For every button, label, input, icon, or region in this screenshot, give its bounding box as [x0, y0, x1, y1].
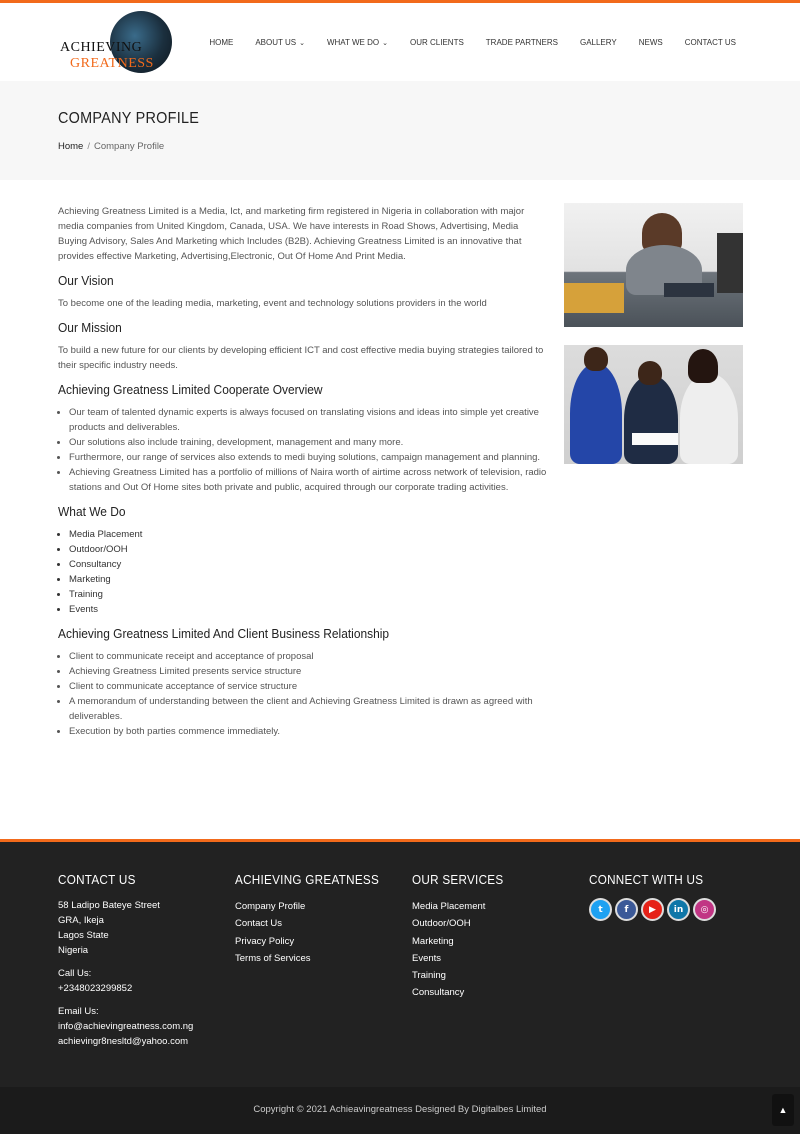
scroll-to-top-button[interactable]: [772, 1094, 794, 1126]
breadcrumb-home-link[interactable]: Home: [58, 141, 84, 152]
relationship-heading: Achieving Greatness Limited And Client Business Relationship: [58, 626, 390, 641]
list-item: • Execution by both parties commence immediately.: [69, 724, 548, 739]
phone-number[interactable]: +2348023299852: [58, 983, 133, 994]
list-item: • Our team of talented dynamic experts is always focused on translating visions and ideas into simple yet creative products and deliverables.: [69, 405, 548, 435]
nav-clients-label: OUR CLIENTS: [410, 38, 464, 47]
footer-link-outdoor[interactable]: Outdoor/OOH: [412, 918, 471, 930]
vision-text: To become one of the leading media, marketing, event and technology solutions providers in the world: [58, 298, 487, 309]
twitter-icon[interactable]: t: [589, 898, 612, 921]
breadcrumb-current: Company Profile: [93, 141, 165, 152]
nav-news-label: NEWS: [638, 38, 663, 47]
email-link[interactable]: achievingr8nesltd@yahoo.com: [58, 1036, 189, 1047]
copyright-bar: [0, 1087, 800, 1134]
photo-executive-at-desk: [564, 203, 743, 327]
site-logo[interactable]: [58, 11, 174, 77]
footer-link-consultancy[interactable]: Consultancy: [412, 987, 465, 999]
nav-our-clients[interactable]: [410, 38, 464, 47]
linkedin-icon[interactable]: in: [667, 898, 690, 921]
footer-link-terms[interactable]: Terms of Services: [235, 952, 311, 964]
email-label: Email Us:: [58, 1006, 99, 1017]
photo-team-reviewing-document: [564, 345, 743, 464]
breadcrumb-separator: /: [87, 141, 90, 152]
nav-what-we-do[interactable]: [327, 38, 388, 47]
list-item: • Furthermore, our range of services also extends to medi buying solutions, campaign management and planning.: [69, 450, 548, 465]
call-label: Call Us:: [58, 968, 92, 979]
list-item: • Outdoor/OOH: [69, 542, 548, 557]
nav-partners-label: TRADE PARTNERS: [485, 38, 558, 47]
chevron-down-icon: ⌄: [299, 39, 305, 47]
nav-trade-partners[interactable]: [486, 38, 558, 47]
address-line: Nigeria: [58, 945, 89, 956]
relationship-list: [58, 649, 548, 739]
footer-link-privacy-policy[interactable]: Privacy Policy: [235, 935, 295, 947]
profile-article: [58, 204, 548, 739]
logo-text-top: ACHIEVING: [60, 40, 143, 55]
nav-gallery-label: GALLERY: [579, 38, 617, 47]
footer-company-column: [235, 872, 395, 967]
nav-news[interactable]: [639, 38, 663, 47]
list-item: • Training: [69, 587, 548, 602]
what-we-do-list: [58, 527, 548, 617]
list-item: • Achieving Greatness Limited has a portfolio of millions of Naira worth of airtime across network of television, radio stations and Out Of Home sites both private and public, acquired through our corporate trading activities.: [69, 465, 548, 495]
intro-paragraph: Achieving Greatness Limited is a Media, Ict, and marketing firm registered in Nigeria in collaboration with major media companies from United Kingdom, Canada, USA. We have interests in Road Shows, Advertising, Media Buying Advisory, Sales And Marketing which Includes (B2B). Achieving Greatness Limited is an innovative that provides effective Marketing, Advertising,Electronic, Out Of Home And Print Media.: [58, 206, 525, 262]
nav-gallery[interactable]: [580, 38, 617, 47]
address-line: GRA, Ikeja: [58, 915, 104, 926]
footer-connect-column: [589, 872, 716, 921]
list-item: • Client to communicate acceptance of service structure: [69, 679, 548, 694]
instagram-icon[interactable]: ◎: [693, 898, 716, 921]
main-nav: [209, 38, 736, 47]
footer-services-column: [412, 872, 514, 1002]
list-item: • Events: [69, 602, 548, 617]
list-item: • A memorandum of understanding between the client and Achieving Greatness Limited is drawn as agreed with deliverables.: [69, 694, 548, 724]
list-item: • Marketing: [69, 572, 548, 587]
nav-home[interactable]: [209, 38, 233, 47]
footer-link-training[interactable]: Training: [412, 970, 446, 982]
footer-link-events[interactable]: Events: [412, 952, 442, 964]
nav-contact-us[interactable]: [685, 38, 736, 47]
list-item: • Achieving Greatness Limited presents service structure: [69, 664, 548, 679]
footer-services-heading: OUR SERVICES: [412, 872, 504, 887]
youtube-icon[interactable]: ▶: [641, 898, 664, 921]
logo-text-bottom: GREATNESS: [70, 56, 154, 71]
footer-accent-bar: [0, 839, 800, 842]
page-header-band: [0, 81, 800, 180]
footer-company-heading: ACHIEVING GREATNESS: [235, 872, 380, 887]
facebook-icon[interactable]: f: [615, 898, 638, 921]
footer-link-company-profile[interactable]: Company Profile: [235, 901, 306, 912]
nav-home-label: HOME: [209, 38, 234, 47]
chevron-up-icon: ▲: [778, 1105, 788, 1115]
what-we-do-heading: What We Do: [58, 504, 126, 519]
address-line: 58 Ladipo Bateye Street: [58, 900, 160, 911]
list-item: • Consultancy: [69, 557, 548, 572]
list-item: • Media Placement: [69, 527, 548, 542]
social-links: [589, 898, 716, 921]
overview-list: [58, 405, 548, 495]
mission-text: To build a new future for our clients by developing efficient ICT and cost effective media buying strategies tailored to their specific industry needs.: [58, 345, 544, 371]
footer-contact-heading: CONTACT US: [58, 872, 136, 887]
email-link[interactable]: info@achievingreatness.com.ng: [58, 1021, 194, 1032]
page-title: COMPANY PROFILE: [58, 110, 200, 127]
footer-contact-column: [58, 872, 193, 1049]
footer-connect-heading: CONNECT WITH US: [589, 872, 704, 887]
breadcrumb: [58, 141, 164, 152]
list-item: • Client to communicate receipt and acceptance of proposal: [69, 649, 548, 664]
nav-about-us[interactable]: [255, 38, 305, 47]
nav-contact-label: CONTACT US: [684, 38, 736, 47]
vision-heading: Our Vision: [58, 273, 114, 288]
nav-about-label: ABOUT US: [255, 38, 297, 47]
main-content: [0, 180, 800, 840]
nav-whatwedo-label: WHAT WE DO: [326, 38, 380, 47]
footer-link-marketing[interactable]: Marketing: [412, 935, 454, 947]
copyright-text: Copyright © 2021 Achieavingreatness Designed By Digitalbes Limited: [253, 1104, 547, 1115]
mission-heading: Our Mission: [58, 320, 122, 335]
list-item: • Our solutions also include training, development, management and many more.: [69, 435, 548, 450]
chevron-down-icon: ⌄: [382, 39, 388, 47]
overview-heading: Achieving Greatness Limited Cooperate Overview: [58, 382, 323, 397]
footer-link-media-placement[interactable]: Media Placement: [412, 901, 486, 912]
footer-link-contact-us[interactable]: Contact Us: [235, 918, 282, 930]
site-header: [0, 3, 800, 81]
site-footer: [0, 839, 800, 1134]
address-line: Lagos State: [58, 930, 109, 941]
